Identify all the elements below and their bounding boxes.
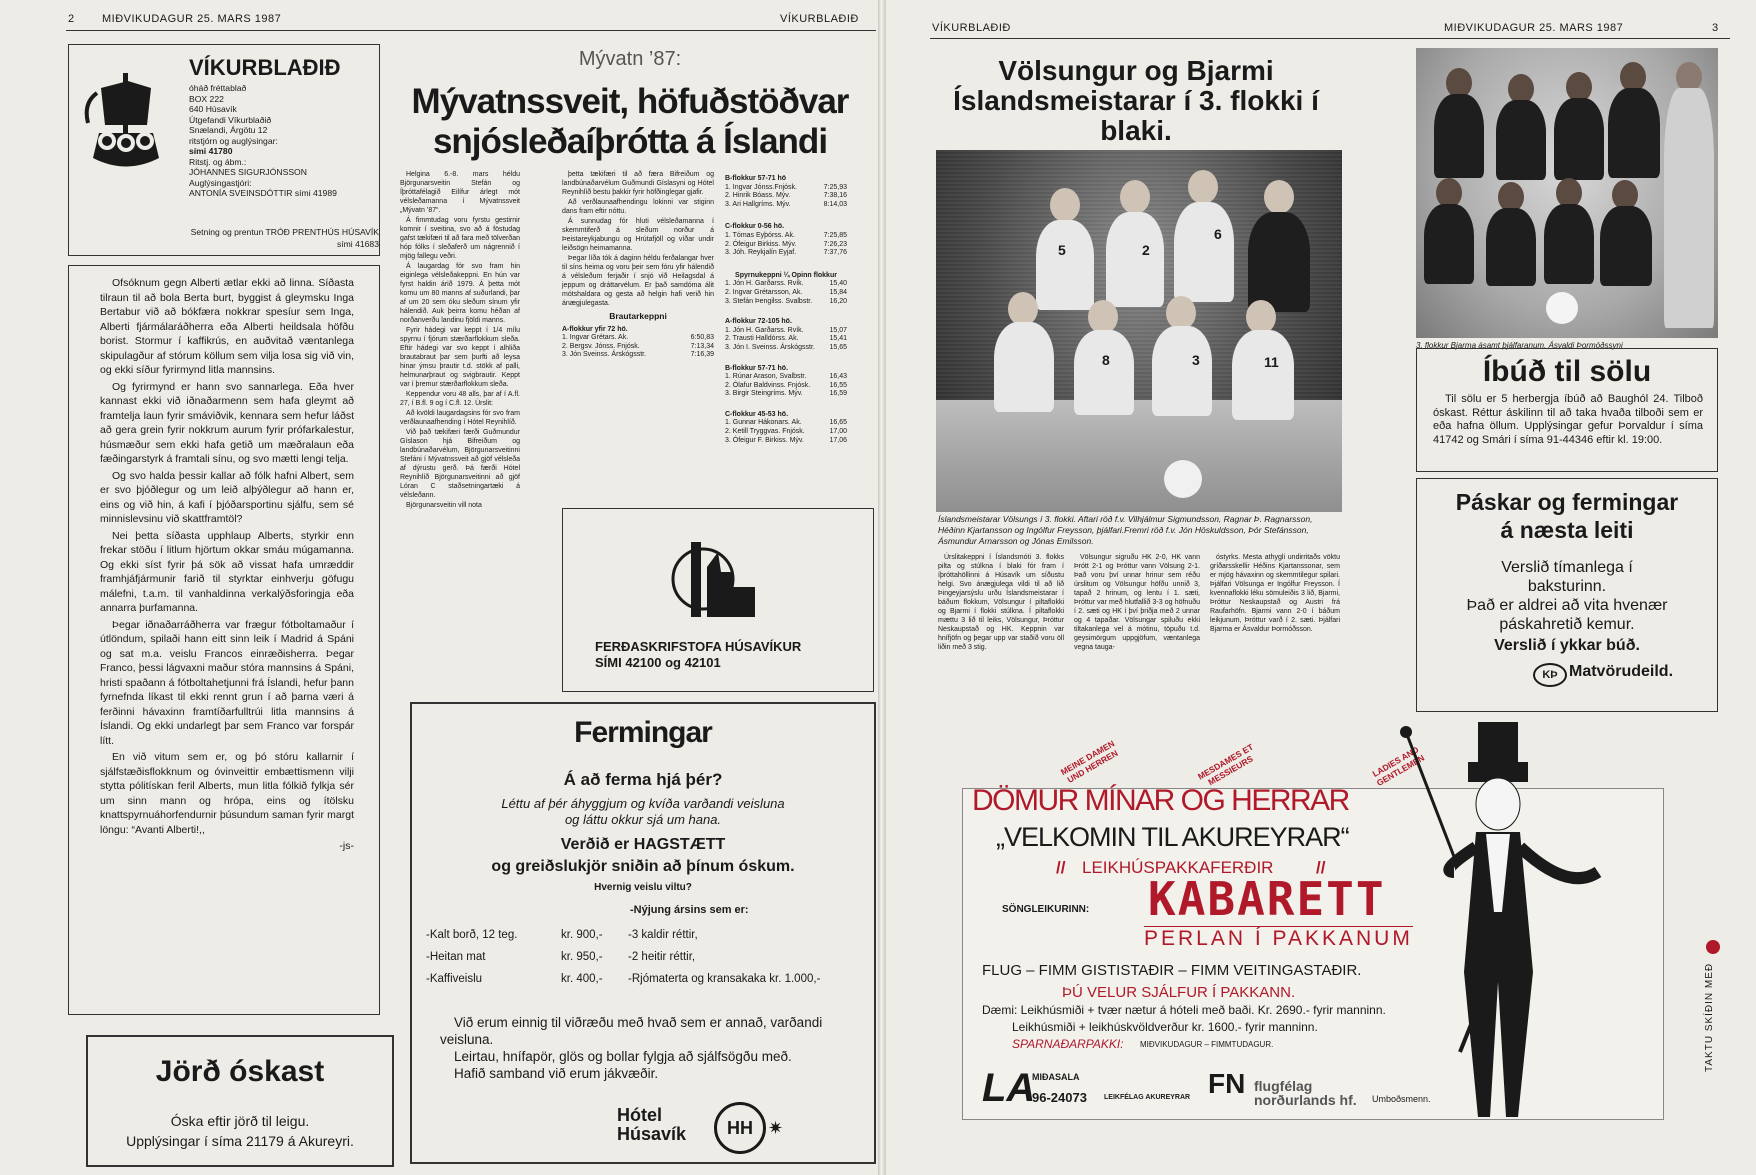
brautarkeppni-results (562, 312, 714, 360)
result-name: 1. Ingvar Grétars. Ak. (562, 334, 629, 342)
player-back-1 (1036, 220, 1094, 310)
greeting-english: LADIES AND GENTLEMEN (1370, 744, 1427, 789)
results-class-title: B-flokkur 57-71 hö (725, 175, 787, 182)
myvatn-paragraph: Að verðlaunaafhendingu lokinni var stiginn dans fram eftir nóttu. (562, 199, 714, 215)
result-row (725, 241, 847, 250)
result-time: 7:38,16 (823, 192, 847, 200)
team-photo (936, 150, 1342, 512)
masthead-box (68, 44, 380, 256)
easter-ad-title-1: Páskar og fermingar (1455, 489, 1679, 515)
editorial-paragraph: Ofsóknum gegn Alberti ætlar ekki að linna. Síðasta tilraun til að bola Berta burt, byggist á gleymsku Inga Bertabur við að bókfæra nokkrar spesíur sem Inga, Alberti fjármálaráðherra eða Alberti heildsala höfðu borist. Stormur í kaffikrús, en auðvitað væntanlega skipulagður af stórum köllum sem vilja losa sig við vin, og ekki síður fyrirmynd litla mannsins. (100, 277, 354, 376)
masthead-line: Ritstj. og ábm.: (189, 156, 247, 167)
easter-ad-line: páskahretið kemur. (1499, 616, 1635, 633)
kabarett-example-2: Leikhúsmiði + leikhúskvöldverður kr. 1600.- fyrir manninn. (1012, 1020, 1318, 1034)
land-ad-title: Jörð óskast (155, 1055, 325, 1088)
result-row (725, 335, 847, 344)
result-time: 15,41 (829, 335, 847, 343)
right-page (886, 0, 1756, 1175)
masthead-print-line: Setning og prentun TRÓÐ PRENTHÚS HÚSAVÍK (190, 227, 379, 237)
apartment-ad-title: Íbúð til sölu (1482, 355, 1652, 388)
result-name: 3. Ófeigur F. Birkiss. Mýv. (725, 436, 804, 444)
jersey-number: 5 (1058, 242, 1066, 258)
result-name: 3. Jón Sveinss. Árskógsstr. (562, 351, 647, 359)
hotel-name-line: Hótel (617, 1105, 662, 1125)
kabarett-show-label: SÖNGLEIKURINN: (1002, 904, 1090, 915)
kabarett-headline: DÖMUR MÍNAR OG HERRAR (972, 784, 1349, 817)
jersey-number: 11 (1264, 354, 1279, 370)
masthead-line: BOX 222 (189, 93, 224, 104)
result-row (725, 390, 847, 399)
easter-ad-line: Það er aldrei að vita hvenær (1466, 597, 1668, 614)
masthead-line: 640 Húsavík (189, 104, 237, 114)
volleyball-headline-line: Völsungur og Bjarmi (998, 55, 1274, 86)
travel-agency-phone: SÍMI 42100 og 42101 (595, 655, 721, 670)
result-name: 1. Jón H. Garðarss. Rvík. (725, 326, 804, 334)
results-class-title: C-flokkur 0-56 hö. (725, 223, 785, 231)
menu-row (426, 968, 866, 990)
hotel-logo: HH (714, 1102, 766, 1154)
player-back-2 (1106, 212, 1164, 307)
result-name: 3. Ari Hallgríms. Mýv. (725, 200, 791, 208)
jersey-number: 8 (1102, 352, 1110, 368)
volleyball-column-1 (938, 553, 1064, 653)
folio-date: MIÐVIKUDAGUR 25. MARS 1987 (102, 13, 282, 25)
myvatn-paragraph: Þegar líða tók á daginn héldu ferðalangar hver til síns heima og voru þeir sem fóru yfir hálendið á vélsleðum ferjaðir í snjó við Heilagsdal á jeppum og dráttarvélum. Er það samdóma álit mótshaldara og gesta að helgin hafi verið hin ánægjulegasta. (562, 255, 714, 307)
travel-agency-ad (562, 508, 874, 692)
myvatn-results-column (725, 170, 847, 445)
kabarett-welcome: „VELKOMIN TIL AKUREYRAR“ (996, 822, 1349, 852)
result-row (725, 437, 847, 446)
result-row (725, 419, 847, 428)
masthead-line: Útgefandi Víkurblaðið (189, 114, 272, 125)
folio-date: MIÐVIKUDAGUR 25. MARS 1987 (1444, 22, 1624, 34)
girls-team-photo (1416, 48, 1718, 338)
fermingar-price-1: Verðið er HAGSTÆTT (560, 836, 726, 853)
result-row (725, 289, 847, 298)
result-time: 16,59 (829, 390, 847, 398)
slash-icon: // (1316, 858, 1326, 877)
menu-price: kr. 400,- (561, 973, 603, 985)
brautarkeppni-class: A-flokkur yfir 72 hö. (562, 325, 628, 333)
easter-ad (1416, 478, 1718, 712)
folio-rule (930, 38, 1730, 39)
result-name: 3. Birgir Steingríms. Mýv. (725, 390, 803, 398)
kabarett-theatre: LEIKFÉLAG AKUREYRAR (1104, 1094, 1191, 1101)
editorial-paragraph: Þegar iðnaðarráðherra var frægur fótboltamaður í útlöndum, spilaði hann eitt sinn leik í Madrid á Spáni og sat m.a. veislu Francos einræðisherra. Þegar Franco, þessi lágvaxni maður stóra mannsins á Spáni, hristi spaðann á fótboltahetjunni frá Íslandi, hefur þann fyrnefnda líkast til ekki rennt grun í að þarna væri á ferðinni hávaxinn framtíðarfulltrúi litla mannsins á Íslandi. Og ekki undarlegt þar sem Franco var forspár lítt. (100, 618, 354, 747)
sun-icon: ✷ (768, 1118, 784, 1138)
masthead-line: Snælandi, Árgötu 12 (189, 125, 268, 135)
brautarkeppni-title: Brautarkeppni (609, 311, 667, 321)
result-row (725, 373, 847, 382)
result-time: 16,43 (829, 373, 847, 381)
result-row (725, 327, 847, 336)
masthead-print-phone: sími 41683 (336, 239, 379, 249)
result-time: 7:25,93 (823, 183, 847, 191)
airline-logo: FN (1208, 1068, 1246, 1099)
result-row (562, 334, 714, 343)
result-name: 2. Ófeigur Birkiss. Mýv. (725, 240, 797, 248)
result-row (725, 428, 847, 437)
menu-item: -Kaffiveislu (426, 973, 483, 985)
result-name: 2. Ólafur Baldvinss. Fnjósk. (725, 381, 811, 389)
player-front-1 (994, 322, 1054, 412)
result-row (725, 232, 847, 241)
result-name: 2. Hinrik Bóass. Mýv. (725, 192, 791, 200)
result-row (725, 249, 847, 258)
myvatn-paragraph: Keppendur voru 48 alls, þar af í A.fl. 27, í B.fl. 9 og í C.fl. 12. Úrslit: (400, 391, 520, 407)
fermingar-how-label: Hvernig veislu viltu? (594, 882, 692, 893)
result-row (562, 351, 714, 360)
fermingar-closing-line: Leirtau, hnífapör, glös og bollar fylgja að sjálfsögðu með. (454, 1049, 792, 1064)
result-name: 1. Ingvar Jónss.Fnjósk. (725, 183, 797, 191)
result-time: 16,20 (829, 297, 847, 305)
volleyball-paragraph: óstyrks. Mesta athygli undirritaðs vöktu gríðarsskellir Héðins Kjartanssonar, sem er mjög hávaxinn og skemmtilegur spilari. Þjálfari Völsunga er Ingólfur Freysson. Í kvennaflokki léku sömuleiðis 3 lið, Bjarmi, Þróttur Neskaupstað og Austri frá Raufarhöfn. Bjarmi vann 2-0 í báðum leikjunum, Þróttur varð í 2. sæti. Þjálfari Bjarma er Ásvaldur Þormóðsson. (1210, 554, 1340, 633)
land-ad-line2: Upplýsingar í síma 21179 á Akureyri. (126, 1133, 354, 1149)
fermingar-closing (440, 1014, 860, 1082)
slash-icon: // (1056, 858, 1066, 877)
folio-page-number: 2 (68, 13, 75, 25)
fermingar-title: Fermingar (574, 716, 712, 749)
result-name: 2. Ketill Tryggvas. Fnjósk. (725, 428, 805, 436)
fermingar-new-label: -Nýjung ársins sem er: (630, 904, 749, 916)
result-time: 7:26,23 (823, 240, 847, 248)
editorial-paragraph: En við vitum sem er, og þó stóru kallarnir í sjálfstæðisflokknum og óvinveittir embættismenn vilji stytta pólitískan feril Alberts, mun litla fólkið fylkja sér um sinn mann og hrópa, eins og ítölsku knattspyrnuáhorfendurnir þúsundum saman fyrir margt löngu: “Avanti Alberti!,, (100, 751, 354, 836)
result-time: 8:14,03 (823, 200, 847, 208)
volleyball-headline-line: Íslandsmeistarar í 3. flokki í (953, 85, 1319, 116)
result-name: 1. Tómas Eyþórss. Ak. (725, 231, 795, 239)
land-wanted-ad (86, 1035, 394, 1167)
result-time: 16,65 (829, 419, 847, 427)
myvatn-paragraph: Við það tækifæri færði Guðmundur Gíslason hjá Bifreiðum og landbúnaðarvélum, Björgunarsveitinni Stefáni í Mývatnssveit að gjöf vélsleða af dýrustu gerð. Þá færði Hótel Reynihlíð Björgunarsveitinni að gjöf Lóran C staðsetningartæki á vélsleðann. (400, 429, 520, 499)
easter-ad-store: Matvörudeild. (1569, 663, 1674, 680)
fermingar-price-2: og greiðslukjör sniðin að þínum óskum. (491, 858, 795, 875)
result-name: 3. Jón I. Sveinss. Árskógsstr. (725, 343, 815, 351)
result-time: 15,65 (829, 343, 847, 351)
volleyball-paragraph: Völsungur sigruðu HK 2-0, HK vann Þrótt 2-1 og Þróttur vann Völsung 2-1. Það voru því unnar hrinur sem réðu úrslitum og Völsungur höfðu unnið 3, tapað 2 hrinum, og lentu í 1. sæti, Þróttur var með hlutfallið 3-3 og höfnuðu í 2. sæti og HK í því þriðja með 2 unnar og 4 tapaðar. Völsungar spiluðu ekki tiltakanlega vel á mótinu, töpuðu t.d. geysimörgum uppgjöfum, væntanlega vegna tauga- (1074, 554, 1200, 651)
kabarett-agents: Umboðsmenn. (1372, 1094, 1431, 1104)
apartment-ad (1416, 348, 1718, 472)
team-photo-caption: Íslandsmeistarar Völsungs í 3. flokki. Aftari röð f.v. Vilhjálmur Sigmundsson, Ragnar Þ. Ragnarsson, Héðinn Kjartansson og Ingólfur Freysson, þjálfari.Fremri röð f.v. Jón Höskuldsson, Þór Stefánsson, Ásmundur Arnarsson og Jónas Emilsson. (938, 514, 1313, 546)
result-row (725, 192, 847, 201)
showman-illustration (1398, 722, 1608, 1122)
editorial-paragraph: Og svo halda þessir kallar að fólk hafni Albert, sem er svo þjóðlegur og um leið alþýðlegur að hann er, eins og við hin, á kafi í þjóðarsportinu sjálfu, sem sé minnislevsinu við skattframtöl? (100, 469, 354, 525)
result-name: 3. Jóh. Reykjalín Eyjaf. (725, 249, 797, 257)
volleyball-ball (1164, 460, 1202, 498)
masthead-line: ANTONÍA SVEINSDÓTTIR sími 41989 (189, 188, 337, 198)
greeting-german: MEINE DAMEN UND HERREN (1058, 738, 1120, 785)
greeting-french: MESDAMES ET MESSIEURS (1196, 741, 1255, 788)
coach (1248, 212, 1310, 312)
masthead-title: VÍKURBLAÐIÐ (189, 55, 341, 80)
editorial-paragraph: Nei þetta síðasta upphlaup Alberts, styrkir enn frekar stöðu í litlum hjörtum okkar smáu múgamanna. Og ekki síst fyrir þá sök að vissat hafa umræddir framhjáfjármunir farið til styrktar einhverju göfugu málefni, t.a.m. til vanhaldinna verkalýðsforingja eða annarra þurfamanna. (100, 529, 354, 614)
la-logo: LA (982, 1066, 1036, 1110)
player-back-3 (1174, 202, 1234, 302)
result-name: 3. Stefán Þengilss. Svalbstr. (725, 297, 813, 305)
menu-price: kr. 900,- (561, 929, 603, 941)
fermingar-ad (410, 702, 876, 1164)
menu-extra: -Rjómaterta og kransakaka kr. 1.000,- (628, 973, 821, 985)
result-time: 16,55 (829, 381, 847, 389)
volleyball-column-2 (1074, 553, 1200, 653)
player-front-3 (1152, 326, 1212, 416)
kabarett-saver: SPARNAÐARPAKKI: (1012, 1037, 1124, 1051)
kabarett-airline-1: flugfélag (1254, 1078, 1313, 1094)
fermingar-menu (426, 924, 866, 990)
menu-item: -Kalt borð, 12 teg. (426, 929, 518, 941)
results-class-title: B-flokkur 57-71 hö. (725, 364, 789, 372)
masthead-line: ritstjórn og auglýsingar: (189, 135, 278, 146)
results-class-title: A-flokkur 72-105 hö. (725, 318, 792, 326)
land-ad-line1: Óska eftir jörð til leigu. (170, 1113, 310, 1129)
apartment-ad-text: Til sölu er 5 herbergja íbúð að Baughól 24. Tilboð óskast. Réttur áskilinn til að taka hvaða tilboði sem er eða hafna öllum. Upplýsingar gefur Þorvaldur í síma 41742 og Smári í síma 91-44346 eftir kl. 19:00. (1433, 393, 1703, 446)
masthead-line: óháð fréttablað (189, 83, 247, 93)
myvatn-paragraph: Á laugardag fór svo fram hin eiginlega vélsleðakeppni. En hún var fyrst haldin árið 1979. Á þetta mót komu um 80 manns af suðurlandi, þar af um 20 sem óku sleðum sínum yfir hálendið. Auk þeirra komu héðan af norðanverðu landinu fjöldi manns. (400, 263, 520, 324)
editorial-column (100, 276, 354, 854)
page-gutter (878, 0, 886, 1175)
myvatn-paragraph: Fyrir hádegi var keppt í 1/4 mílu spyrnu í fjórum stærðarflokkum sleða. Eftir hádegi var svo keppt í alhliða brautabraut þar sem þurfti að leysa hinar ýmsu þrautir t.d. stökk af palli, helmunarþraut og svigbrautir. Keppt var í þremur stærðarflokkum sleða. (400, 327, 520, 388)
easter-ad-line: Verslið tímanlega í (1501, 559, 1633, 576)
result-time: 17,00 (829, 428, 847, 436)
myvatn-paragraph: Helgina 6.-8. mars héldu Björgunarsveitin Stefán og Íþróttafélagið Eilífur árlegt mót vélsleðamanna í Mývatnssveit „Mývatn ’87“. (400, 171, 520, 214)
volleyball-headline (936, 56, 1336, 146)
editorial-paragraph: Og fyrirmynd er hann svo sannarlega. Eða hver kannast ekki við iðnaðarmenn sem hafa gleymt að framtelja laun fyrir smáviðvik, kennara sem hefur láðst að gera grein fyrir nokkrum aurum fyrir prófarkalestur, húsmæður sem ekki hafa getið um mæðralaun eða fæðingarstyrk á framtali sínu, og svo mætti lengi telja. (100, 380, 354, 465)
player-front-4 (1232, 330, 1294, 420)
hotel-name-line: Húsavík (617, 1124, 687, 1144)
viking-ship-logo (83, 63, 169, 173)
myvatn-column-1 (400, 170, 520, 511)
volleyball-paragraph: Úrslitakeppni í Íslandsmóti 3. flokks pilta og stúlkna í blaki fór fram í íþróttahöllinni á Húsavík um síðustu helgi. Svo ánægjulega vildi til að lið Þingeyjarsýslu urðu Íslandsmeistarar í báðum flokkum, Völsungur í piltaflokki og Bjarmi í flokki stúlkna. Í piltaflokki mættu 3 lið til leiks, Völsungur, Þróttur Neskaupstað og HK. Keppnin var hnífjöfn og þegar upp var staðið voru öll liðin með 3 stig. (938, 554, 1064, 651)
kabarett-tickets: MIÐASALA (1032, 1072, 1080, 1082)
results-class-title: Spyrnukeppni ¼ Opinn flokkur (735, 271, 837, 279)
easter-ad-title-2: á næsta leiti (1500, 517, 1634, 543)
menu-extra: -3 kaldir réttir, (628, 929, 698, 941)
kabarett-side-text: TAKTU SKÍÐIN MEÐ (1704, 962, 1715, 1072)
girls-team-caption: 3. flokkur Bjarma ásamt þjálfaranum, Ásvaldi Þormóðssyni (1416, 341, 1623, 350)
easter-ad-line: baksturinn. (1527, 578, 1607, 595)
easter-ad-line: Verslið í ykkar búð. (1494, 637, 1640, 654)
result-row (725, 344, 847, 353)
volleyball-column-3 (1210, 553, 1340, 635)
folio-page-number: 3 (1712, 22, 1719, 34)
masthead-line: Auglýsingastjóri: (189, 177, 252, 188)
result-name: 1. Gunnar Hákonars. Ak. (725, 419, 802, 427)
jersey-number: 6 (1214, 226, 1222, 242)
jersey-number: 2 (1142, 242, 1150, 258)
player-front-2 (1074, 330, 1134, 415)
myvatn-paragraph: þetta tækifæri til að færa Bifreiðum og landbúnaðarvélum Guðmundi Gíslasyni og Hótel Reynihlíð bestu þakkir fyrir höfðinglegar gjafir. (562, 171, 714, 196)
menu-item: -Heitan mat (426, 951, 486, 963)
result-time: 7:37,76 (823, 249, 847, 257)
folio-rule (66, 30, 876, 31)
result-row (725, 382, 847, 391)
myvatn-paragraph: Á fimmtudag voru fyrstu gestirnir komnir í sveitina, svo að á föstudag gafst tækifæri til að fara með tölverðan hóp fólks í sleðaferð um nágrennið í mjög fallegu veðri. (400, 217, 520, 260)
myvatn-paragraph: Björgunarsveitin vill nota (406, 502, 482, 509)
menu-row (426, 924, 866, 946)
jersey-number: 3 (1192, 352, 1200, 368)
kabarett-services: FLUG – FIMM GISTISTAÐIR – FIMM VEITINGASTAÐIR. (982, 962, 1362, 979)
fermingar-question: Á að ferma hjá þér? (563, 770, 723, 789)
menu-price: kr. 950,- (561, 951, 603, 963)
travel-agency-logo (663, 527, 763, 627)
result-time: 17,06 (829, 436, 847, 444)
result-name: 2. Ingvar Grétarsson, Ak. (725, 288, 803, 296)
masthead-lines (189, 83, 337, 199)
masthead-line: sími 41780 (189, 146, 233, 156)
masthead-line: JÓHANNES SIGURJÓNSSON (189, 167, 307, 177)
result-time: 15,40 (829, 280, 847, 288)
kabarett-example-1: Dæmi: Leikhúsmiði + tvær nætur á hóteli með baði. Kr. 2690.- fyrir manninn. (982, 1003, 1386, 1017)
fermingar-closing-line: Við erum einnig til viðræðu með hvað sem er annað, varðandi veisluna. (440, 1015, 823, 1047)
menu-extra: -2 heitir réttir, (628, 951, 696, 963)
editorial-signature: -js- (339, 840, 354, 852)
result-time: 7:13,34 (690, 342, 714, 350)
kabarett-package: LEIKHÚSPAKKAFERÐIR (1082, 858, 1274, 877)
menu-row (426, 946, 866, 968)
kabarett-title: KABARETT (1148, 872, 1386, 926)
kabarett-tickets-phone: 96-24073 (1032, 1090, 1087, 1105)
result-row (725, 298, 847, 307)
folio-paper: VÍKURBLAÐIÐ (932, 22, 1011, 34)
result-row (725, 201, 847, 210)
folio-paper: VÍKURBLAÐIÐ (780, 13, 859, 25)
red-dot-icon (1706, 940, 1720, 954)
fermingar-closing-line: Hafið samband við erum jákvæðir. (454, 1066, 659, 1081)
myvatn-paragraph: Á sunnudag fór hluti vélsleðamanna í skemmtiferð á sleðum norður á Þeistareykjabungu og Hrútafjöll og víðar undir leiðsögn heimamanna. (562, 218, 714, 252)
kth-logo: KÞ (1533, 663, 1567, 687)
result-name: 1. Rúnar Arason, Svalbstr. (725, 373, 807, 381)
result-name: 2. Trausti Halldórss. Ak. (725, 335, 799, 343)
hotel-name (617, 1106, 686, 1144)
fermingar-subtitle-1: Léttu af þér áhyggjum og kvíða varðandi veisluna (501, 796, 785, 811)
myvatn-headline-2: snjósleðaíþrótta á Íslandi (432, 122, 828, 161)
myvatn-kicker: Mývatn ’87: (578, 48, 682, 70)
result-name: 2. Bergsv. Jónss. Fnjósk. (562, 342, 640, 350)
myvatn-column-2 (562, 170, 714, 360)
kabarett-saver-days: MIÐVIKUDAGUR – FIMMTUDAGUR. (1140, 1040, 1274, 1049)
result-time: 7:16,39 (690, 351, 714, 359)
result-row (725, 184, 847, 193)
myvatn-paragraph: Að kvöldi laugardagsins fór svo fram verðlaunaafhending í Hótel Reynihlíð. (400, 410, 520, 426)
kabarett-airline-2: norðurlands hf. (1254, 1092, 1357, 1108)
result-time: 15,84 (829, 288, 847, 296)
result-time: 15,07 (829, 326, 847, 334)
myvatn-headline-1: Mývatnssveit, höfuðstöðvar (411, 82, 849, 121)
kabarett-tagline: PERLAN Í PAKKANUM (1144, 927, 1413, 950)
result-time: 7:25,85 (823, 231, 847, 239)
result-time: 6:50,83 (690, 334, 714, 342)
result-name: 1. Jón H. Garðarss. Rvík. (725, 280, 804, 288)
result-row (725, 280, 847, 289)
travel-agency-name: FERÐASKRIFSTOFA HÚSAVÍKUR (595, 639, 802, 654)
results-class-title: C-flokkur 45-53 hö. (725, 410, 789, 418)
fermingar-subtitle-2: og láttu okkur sjá um hana. (564, 812, 722, 827)
volleyball-headline-line: blaki. (1100, 115, 1172, 146)
kabarett-choose: ÞÚ VELUR SJÁLFUR Í PAKKANN. (1062, 984, 1296, 1001)
